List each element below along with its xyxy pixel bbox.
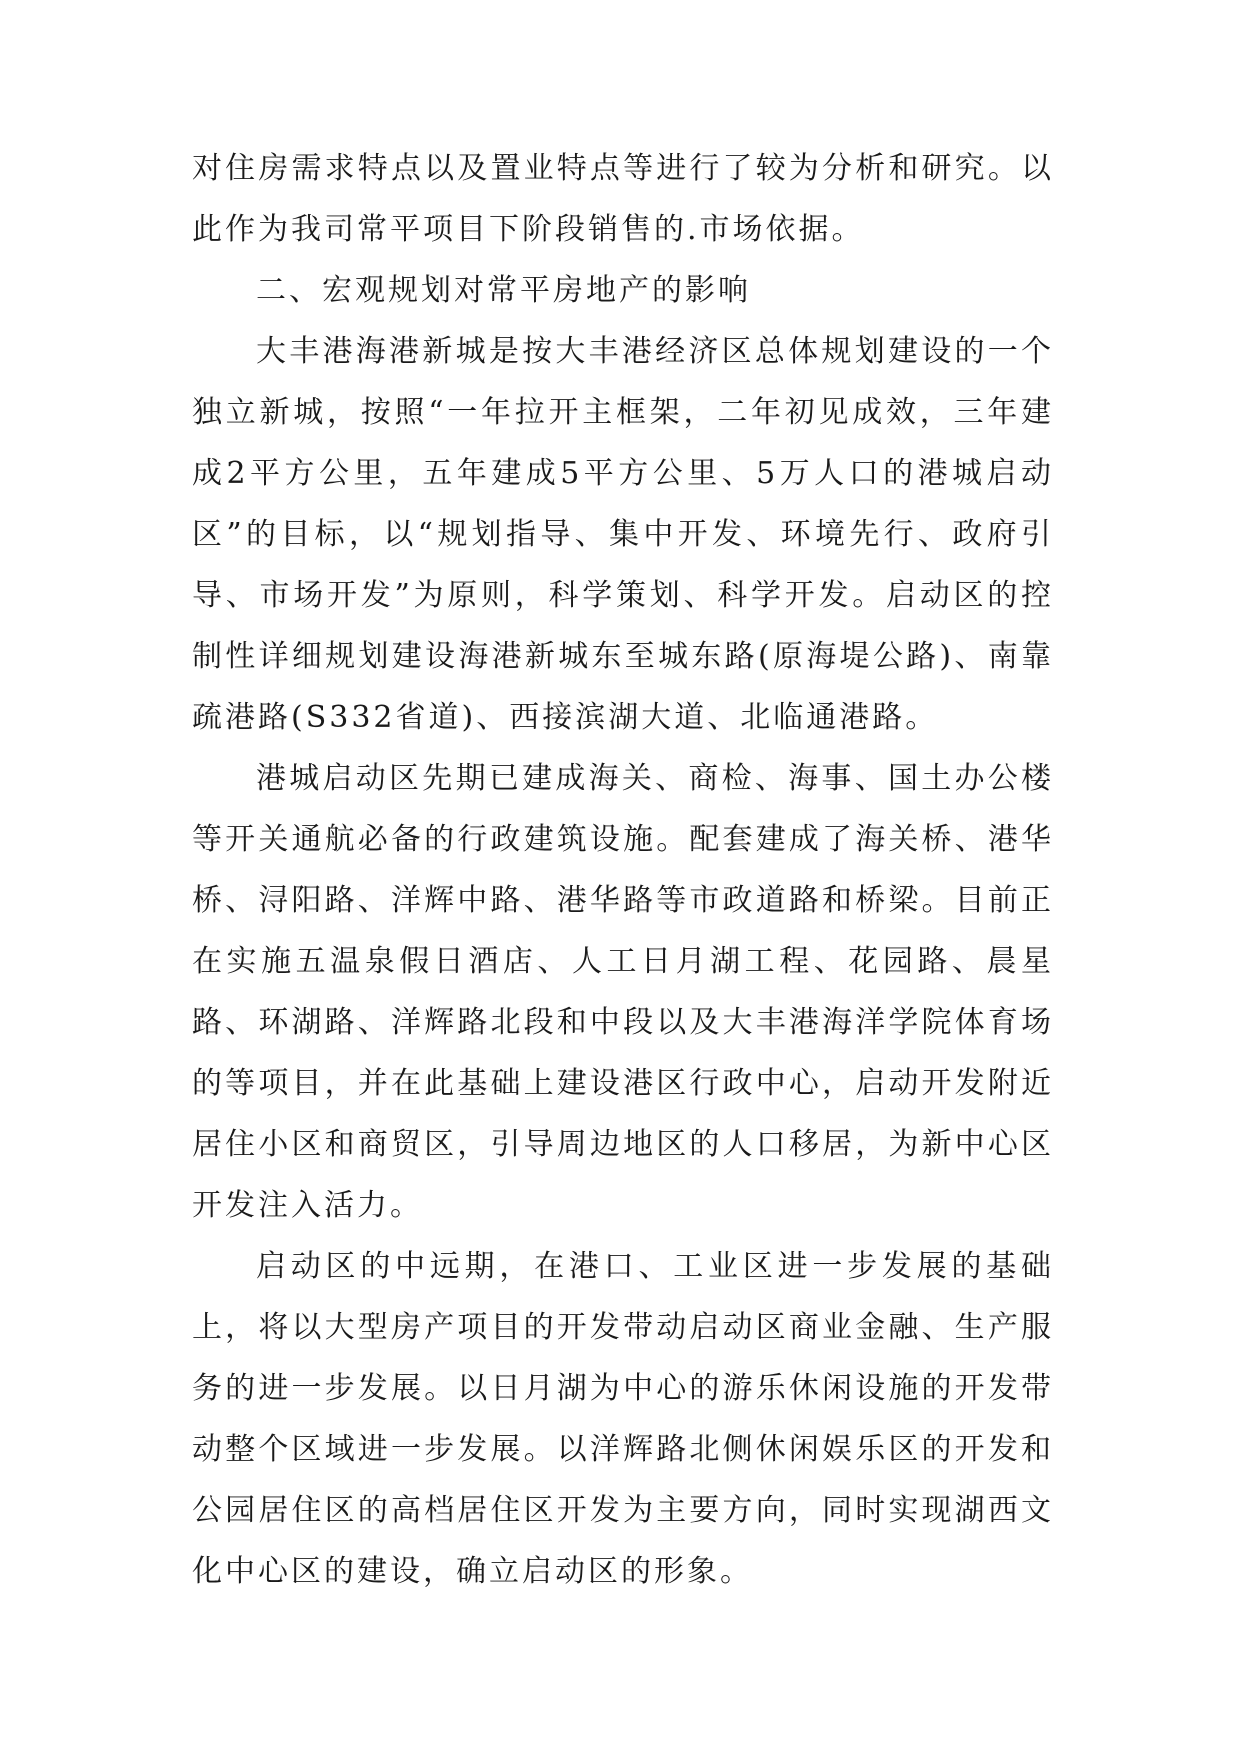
paragraph-new-city-plan: 大丰港海港新城是按大丰港经济区总体规划建设的一个独立新城，按照“一年拉开主框架，二年初见成效，三年建成2平方公里，五年建成5平方公里、5万人口的港城启动区”的目标，以“规划指导、集中开发、环境先行、政府引导、市场开发”为原则，科学策划、科学开发。启动区的控制性详细规划建设海港新城东至城东路(原海堤公路)、南靠疏港路(S332省道)、西接滨湖大道、北临通港路。	[192, 334, 1054, 735]
paragraph-continuation: 对住房需求特点以及置业特点等进行了较为分析和研究。以此作为我司常平项目下阶段销售的.市场依据。	[192, 151, 1054, 247]
section-heading: 二、宏观规划对常平房地产的影响	[256, 273, 751, 308]
paragraph-long-term-plan: 启动区的中远期，在港口、工业区进一步发展的基础上，将以大型房产项目的开发带动启动区商业金融、生产服务的进一步发展。以日月湖为中心的游乐休闲设施的开发带动整个区域进一步发展。以洋辉路北侧休闲娱乐区的开发和公园居住区的高档居住区开发为主要方向，同时实现湖西文化中心区的建设，确立启动区的形象。	[192, 1249, 1054, 1589]
document-page	[192, 138, 1054, 1602]
paragraph-early-construction: 港城启动区先期已建成海关、商检、海事、国土办公楼等开关通航必备的行政建筑设施。配套建成了海关桥、港华桥、浔阳路、洋辉中路、港华路等市政道路和桥梁。目前正在实施五温泉假日酒店、人工日月湖工程、花园路、晨星路、环湖路、洋辉路北段和中段以及大丰港海洋学院体育场的等项目，并在此基础上建设港区行政中心，启动开发附近居住小区和商贸区，引导周边地区的人口移居，为新中心区开发注入活力。	[192, 761, 1054, 1223]
